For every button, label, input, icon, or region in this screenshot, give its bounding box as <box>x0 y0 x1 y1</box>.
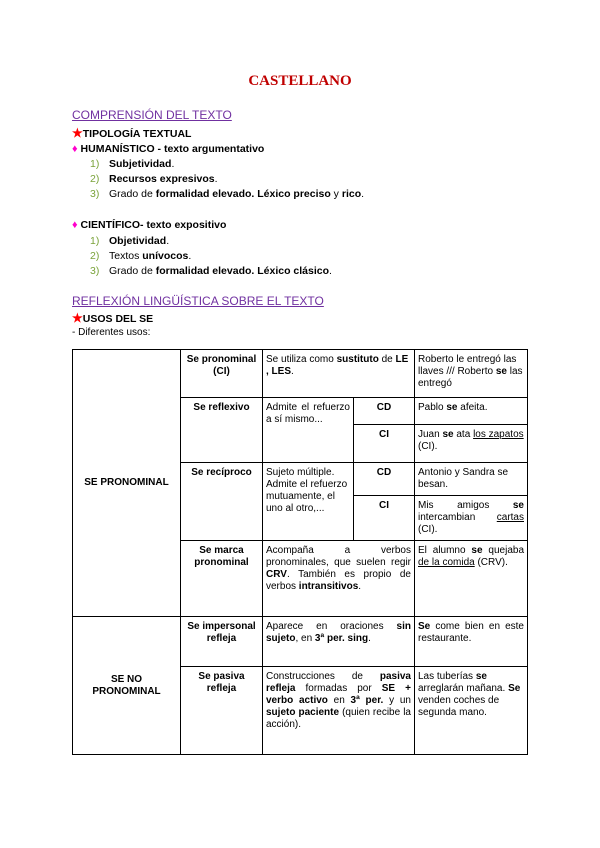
cd-label: CD <box>354 463 415 496</box>
row-example: Juan se ata los zapatos (CI). <box>415 425 528 463</box>
table-row <box>73 350 528 398</box>
row-label: Se pronominal (CI) <box>181 350 263 398</box>
row-label: Se impersonal refleja <box>181 617 263 667</box>
row-description: Acompaña a verbos pronominales, que suelen regir CRV. También es propio de verbos intransitivos. <box>263 541 415 617</box>
cd-label: CD <box>354 398 415 425</box>
row-description: Se utiliza como sustituto de LE , LES. <box>263 350 415 398</box>
row-example: Roberto le entregó las llaves /// Roberto se las entregó <box>415 350 528 398</box>
comprension-heading: COMPRENSIÓN DEL TEXTO <box>72 108 232 122</box>
cientifico-heading: ♦ CIENTÍFICO- texto expositivo <box>72 219 227 231</box>
row-label: Se pasiva refleja <box>181 667 263 755</box>
row-example: El alumno se quejaba de la comida (CRV). <box>415 541 528 617</box>
row-label: Se marca pronominal <box>181 541 263 617</box>
list-item: 2) Textos unívocos. <box>90 250 192 262</box>
se-no-pronominal-label: SE NO PRONOMINAL <box>73 617 181 755</box>
row-example: Mis amigos se intercambian cartas (CI). <box>415 496 528 541</box>
reflexion-heading: REFLEXIÓN LINGÜÍSTICA SOBRE EL TEXTO <box>72 294 324 308</box>
humanistico-heading: ♦ HUMANÍSTICO - texto argumentativo <box>72 143 265 155</box>
list-item: 1) Objetividad. <box>90 235 170 247</box>
list-item: 2) Recursos expresivos. <box>90 173 218 185</box>
page-title: CASTELLANO <box>248 73 352 89</box>
row-label: Se reflexivo <box>181 398 263 463</box>
list-item: 3) Grado de formalidad elevado. Léxico preciso y rico. <box>90 188 365 200</box>
row-example: Se come bien en este restaurante. <box>415 617 528 667</box>
tipologia-line: ★TIPOLOGÍA TEXTUAL <box>72 126 192 140</box>
usos-line: ★USOS DEL SE <box>72 311 154 325</box>
row-example: Las tuberías se arreglarán mañana. Se venden coches de segunda mano. <box>415 667 528 755</box>
diamond-icon: ♦ <box>72 219 78 231</box>
table-row <box>73 617 528 667</box>
star-icon: ★ <box>72 311 83 325</box>
se-pronominal-label: SE PRONOMINAL <box>73 350 181 617</box>
row-description: Admite el refuerzo a sí mismo... <box>263 398 354 463</box>
se-uses-table <box>72 349 528 755</box>
row-description: Construcciones de pasiva refleja formadas por SE + verbo activo en 3ª per. y un sujeto paciente (quien recibe la acción). <box>263 667 415 755</box>
diferentes-usos: - Diferentes usos: <box>72 327 151 338</box>
row-description: Aparece en oraciones sin sujeto, en 3ª per. sing. <box>263 617 415 667</box>
row-example: Antonio y Sandra se besan. <box>415 463 528 496</box>
row-example: Pablo se afeita. <box>415 398 528 425</box>
ci-label: CI <box>354 425 415 463</box>
star-icon: ★ <box>72 126 83 140</box>
row-description: Sujeto múltiple. Admite el refuerzo mutuamente, el uno al otro,... <box>263 463 354 541</box>
ci-label: CI <box>354 496 415 541</box>
diamond-icon: ♦ <box>72 143 78 155</box>
row-label: Se recíproco <box>181 463 263 541</box>
list-item: 1) Subjetividad. <box>90 158 175 170</box>
list-item: 3) Grado de formalidad elevado. Léxico clásico. <box>90 265 332 277</box>
